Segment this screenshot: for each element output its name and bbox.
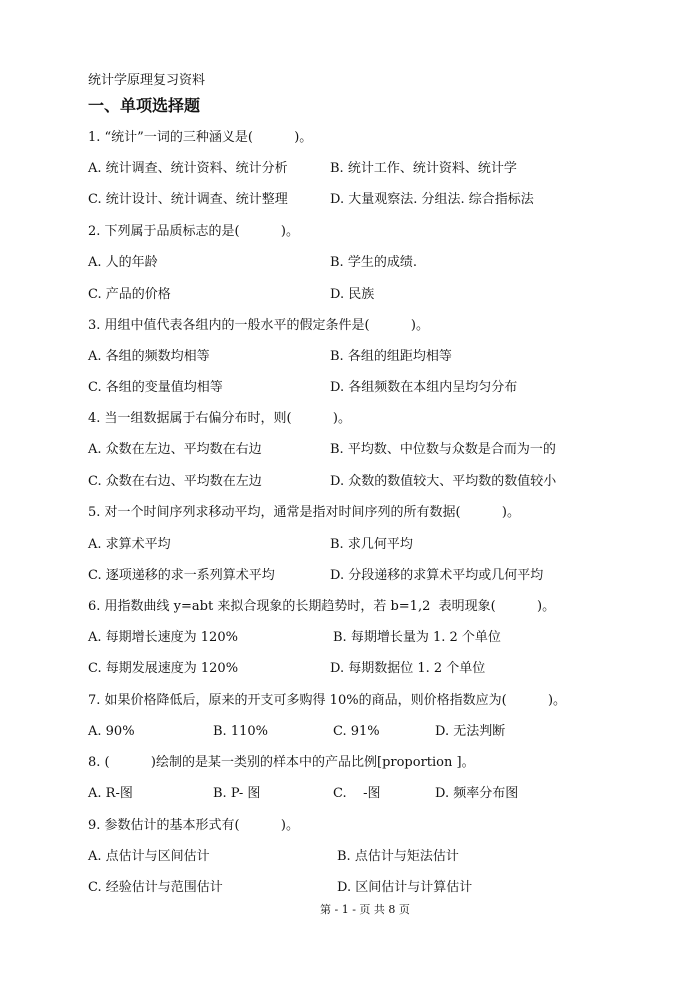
question-stem: 2. 下列属于品质标志的是( )。 <box>88 224 300 239</box>
option-a: A. 求算术平均 <box>88 537 171 552</box>
option-d: D. 大量观察法. 分组法. 综合指标法 <box>330 192 534 207</box>
option-b: B. 每期增长量为 1. 2 个单位 <box>333 630 501 645</box>
option-d: D. 分段递移的求算术平均或几何平均 <box>330 568 544 583</box>
option-b: B. 求几何平均 <box>330 537 413 552</box>
option-c: C. 经验估计与范围估计 <box>88 880 223 895</box>
option-a: A. 各组的频数均相等 <box>88 349 210 364</box>
option-b: B. P- 图 <box>213 786 261 801</box>
option-a: A. R-图 <box>88 786 133 801</box>
option-d: D. 众数的数值较大、平均数的数值较小 <box>330 474 557 489</box>
option-c: C. 各组的变量值均相等 <box>88 380 223 395</box>
option-d: D. 民族 <box>330 287 375 302</box>
question-stem: 8. ( )绘制的是某一类别的样本中的产品比例[proportion ]。 <box>88 755 475 770</box>
option-d: D. 无法判断 <box>435 724 506 739</box>
question-stem: 4. 当一组数据属于右偏分布时，则( )。 <box>88 411 352 426</box>
option-d: D. 每期数据位 1. 2 个单位 <box>330 661 486 676</box>
option-c: C. -图 <box>333 786 381 801</box>
option-b: B. 各组的组距均相等 <box>330 349 452 364</box>
option-a: A. 统计调查、统计资料、统计分析 <box>88 161 288 176</box>
option-d: D. 各组频数在本组内呈均匀分布 <box>330 380 518 395</box>
option-b: B. 统计工作、统计资料、统计学 <box>330 161 517 176</box>
option-c: C. 统计设计、统计调查、统计整理 <box>88 192 288 207</box>
option-b: B. 学生的成绩. <box>330 255 417 270</box>
question-stem: 3. 用组中值代表各组内的一般水平的假定条件是( )。 <box>88 318 430 333</box>
question-stem: 9. 参数估计的基本形式有( )。 <box>88 818 300 833</box>
option-a: A. 众数在左边、平均数在右边 <box>88 442 262 457</box>
option-a: A. 人的年龄 <box>88 255 158 270</box>
document-title: 统计学原理复习资料 <box>88 73 206 88</box>
section-heading: 一、单项选择题 <box>88 96 201 115</box>
option-d: D. 区间估计与计算估计 <box>337 880 473 895</box>
page-footer: 第 - 1 - 页 共 8 页 <box>320 903 410 916</box>
question-stem: 1. “统计”一词的三种涵义是( )。 <box>88 130 313 145</box>
option-a: A. 每期增长速度为 120% <box>88 630 238 645</box>
option-d: D. 频率分布图 <box>435 786 519 801</box>
option-a: A. 90% <box>88 724 135 739</box>
option-b: B. 平均数、中位数与众数是合而为一的 <box>330 442 556 457</box>
question-stem: 6. 用指数曲线 y=abt 来拟合现象的长期趋势时，若 b=1,2 表明现象( )。 <box>88 599 556 614</box>
question-stem: 7. 如果价格降低后，原来的开支可多购得 10%的商品，则价格指数应为( )。 <box>88 693 567 708</box>
option-a: A. 点估计与区间估计 <box>88 849 210 864</box>
option-c: C. 91% <box>333 724 380 739</box>
option-b: B. 点估计与矩法估计 <box>337 849 459 864</box>
option-c: C. 产品的价格 <box>88 287 171 302</box>
option-b: B. 110% <box>213 724 268 739</box>
option-c: C. 每期发展速度为 120% <box>88 661 239 676</box>
option-c: C. 逐项递移的求一系列算术平均 <box>88 568 275 583</box>
question-stem: 5. 对一个时间序列求移动平均，通常是指对时间序列的所有数据( )。 <box>88 505 521 520</box>
option-c: C. 众数在右边、平均数在左边 <box>88 474 262 489</box>
